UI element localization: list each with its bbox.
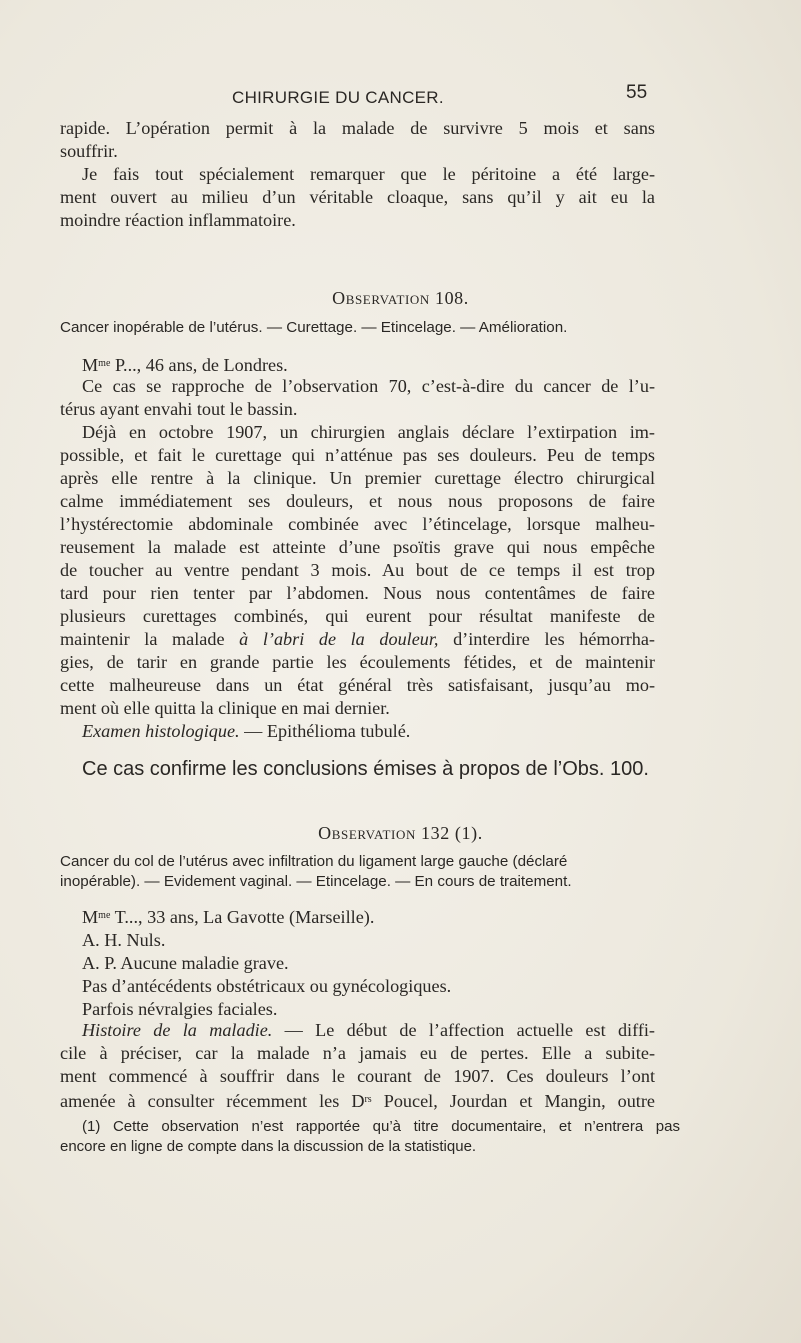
text-line: possible, et fait le curettage qui n’atténue pas ses douleurs. Peu de temps [60,445,655,465]
text-segment: — Le début de l’affection actuelle est diffi- [272,1020,655,1040]
text-line: plusieurs curettages combinés, qui eurent pour résultat manifeste de [60,606,655,626]
text-line: tard pour rien tenter par l’abdomen. Nous nous contentâmes de faire [60,583,655,603]
text-line: Je fais tout spécialement remarquer que le péritoine a été large- [82,164,655,184]
text-line: térus ayant envahi tout le bassin. [60,399,298,419]
text-line: Pas d’antécédents obstétricaux ou gynécologiques. [82,976,452,996]
observation-132-subtitle [60,852,680,892]
patient-rest: P..., 46 ans, de Londres. [110,355,288,375]
footnote-line: encore en ligne de compte dans la discussion de la statistique. [60,1138,477,1155]
text-line: calme immédiatement ses douleurs, et nous nous proposons de faire [60,491,655,511]
observation-108-patient [60,352,655,377]
text-line: de toucher au ventre pendant 3 mois. Au bout de ce temps il est trop [60,560,655,580]
patient-line [60,352,655,377]
text-segment: amenée à consulter récemment les D [60,1091,365,1111]
observation-108-exam [60,720,655,743]
observation-108-heading: Observation 108. [332,288,469,308]
text-line: cile à préciser, car la malade n’a jamais eu de pertes. Elle a subite- [60,1043,655,1063]
observation-132-heading: Observation 132 (1). [318,823,483,843]
observation-108-subtitle [60,318,680,338]
history-label: Histoire de la maladie. [82,1020,273,1040]
patient-sup: me [98,358,111,369]
observation-132-history [60,1019,655,1113]
text-segment: maintenir la malade [60,629,240,649]
text-line: A. P. Aucune maladie grave. [82,953,289,973]
conclusion-line: Ce cas confirme les conclusions émises à propos de l’Obs. 100. [82,758,649,780]
exam-text: — Epithélioma tubulé. [239,721,411,741]
patient-rest: T..., 33 ans, La Gavotte (Marseille). [110,907,375,927]
text-line: Ce cas se rapproche de l’observation 70, c’est-à-dire du cancer de l’u- [82,376,655,396]
text-line: ment commencé à souffrir dans le courant de 1907. Ces douleurs l’ont [60,1066,655,1086]
text-line [60,628,655,651]
text-segment: d’interdire les hémorrha- [438,629,655,649]
footnote [60,1117,680,1157]
subtitle-line: Cancer du col de l’utérus avec infiltration du ligament large gauche (déclaré [60,853,568,870]
text-line: ment où elle quitta la clinique en mai dernier. [60,698,390,718]
text-line: reusement la malade est atteinte d’une psoïtis grave qui nous empêche [60,537,655,557]
footnote-line: (1) Cette observation n’est rapportée qu’à titre documentaire, et n’entrera pas [82,1118,680,1135]
text-line: Déjà en octobre 1907, un chirurgien anglais déclare l’extirpation im- [82,422,655,442]
text-line: après elle rentre à la clinique. Un premier curettage électro chirurgical [60,468,655,488]
opening-paragraph [60,117,655,163]
italic-segment: à l’abri de la douleur, [239,629,439,649]
exam-label: Examen histologique. [82,721,240,741]
text-line: gies, de tarir en grande partie les écoulements fétides, et de maintenir [60,652,655,672]
text-line [60,1088,655,1113]
text-line: rapide. L’opération permit à la malade de survivre 5 mois et sans [60,118,655,138]
page-number: 55 [626,82,648,103]
remark-paragraph [60,163,655,232]
observation-108-conclusion [60,756,655,782]
text-line: ment ouvert au milieu d’un véritable cloaque, sans qu’il y ait eu la [60,187,655,207]
observation-108-paragraph-2 [60,421,655,720]
observation-132-details [60,904,655,1021]
patient-line [60,904,655,929]
text-line: moindre réaction inflammatoire. [60,210,296,230]
observation-108-paragraph-1 [60,375,655,421]
text-line [60,1019,655,1042]
text-line: cette malheureuse dans un état général très satisfaisant, jusqu’au mo- [60,675,655,695]
text-segment: Poucel, Jourdan et Mangin, outre [371,1091,655,1111]
running-title: CHIRURGIE DU CANCER. [232,88,444,107]
patient-prefix: M [82,355,99,375]
exam-line [60,720,655,743]
superscript: rs [364,1094,372,1105]
text-line: l’hystérectomie abdominale combinée avec l’étincelage, lorsque malheu- [60,514,655,534]
page-header [0,82,801,112]
patient-prefix: M [82,907,99,927]
patient-sup: me [98,910,111,921]
text-line: Parfois névralgies faciales. [82,999,278,1019]
text-line: A. H. Nuls. [82,930,166,950]
subtitle-line: Cancer inopérable de l’utérus. — Curettage. — Etincelage. — Amélioration. [60,319,568,336]
text-line: souffrir. [60,141,118,161]
subtitle-line: inopérable). — Evidement vaginal. — Etincelage. — En cours de traitement. [60,873,572,890]
